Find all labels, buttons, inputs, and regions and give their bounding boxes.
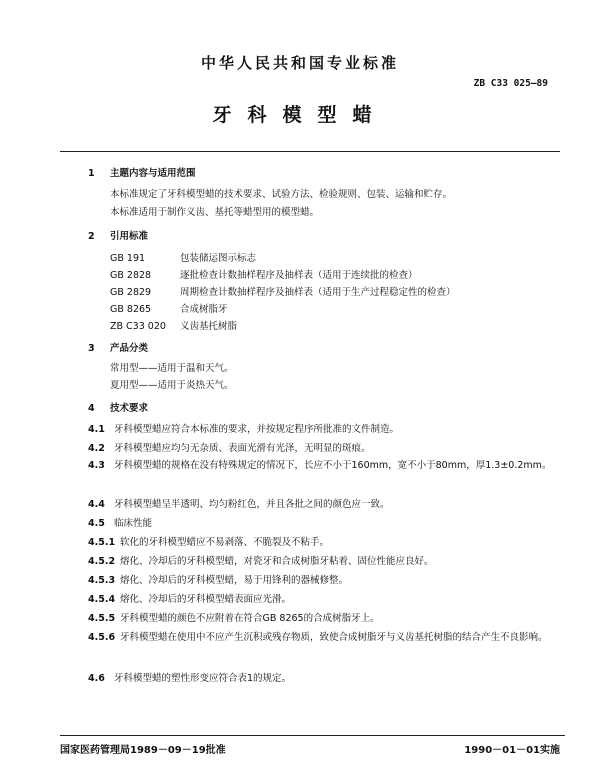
clause-4-4: 4.4 牙科模型蜡呈半透明、均匀粉红色，并且各批之间的颜色应一致。 xyxy=(88,499,390,510)
standard-code: ZB C33 025—89 xyxy=(473,78,548,89)
standard-category-title: 中华人民共和国专业标准 xyxy=(200,54,399,72)
clause-4-5-3: 4.5.3 熔化、冷却后的牙科模型蜡，易于用锋利的器械修整。 xyxy=(88,575,349,586)
clause-4-5-6: 4.5.6 牙科模型蜡在使用中不应产生沉积或残存物质，致使合成树脂牙与义齿基托树脂的结合产生不良影响。 xyxy=(88,632,548,643)
reference-item: GB 8265 合成树脂牙 xyxy=(110,304,228,315)
approval-date: 国家医药管理局1989－09－19批准 xyxy=(60,745,226,756)
clause-4-1: 4.1 牙科模型蜡应符合本标准的要求，并按规定程序所批准的文件制造。 xyxy=(88,424,400,435)
document-title: 牙科模型蜡 xyxy=(212,104,388,126)
clause-4-5-2: 4.5.2 熔化、冷却后的牙科模型蜡，对瓷牙和合成树脂牙粘着、固位性能应良好。 xyxy=(88,556,434,567)
section-3-paragraph-1: 常用型——适用于温和天气。 xyxy=(110,363,234,374)
clause-4-3: 4.3 牙科模型蜡的规格在没有特殊规定的情况下，长应不小于160mm，宽不小于80mm，厚1.3±0.2mm。 xyxy=(88,460,552,471)
clause-4-6: 4.6 牙科模型蜡的塑性形变应符合表1的规定。 xyxy=(88,673,292,684)
section-2-heading: 2 引用标准 xyxy=(88,231,149,242)
footer-divider xyxy=(60,735,565,736)
header-divider xyxy=(60,151,560,152)
clause-4-5-4: 4.5.4 熔化、冷却后的牙科模型蜡表面应光滑。 xyxy=(88,594,292,605)
implementation-date: 1990－01－01实施 xyxy=(464,745,560,756)
clause-4-2: 4.2 牙科模型蜡应均匀无杂质、表面光滑有光泽，无明显的斑痕。 xyxy=(88,443,371,454)
reference-item: ZB C33 020 义齿基托树脂 xyxy=(110,321,238,332)
section-1-paragraph-2: 本标准适用于制作义齿、基托等蜡型用的模型蜡。 xyxy=(110,207,320,218)
section-1-paragraph-1: 本标准规定了牙科模型蜡的技术要求、试验方法、检验规则、包装、运输和贮存。 xyxy=(110,189,453,200)
reference-item: GB 2829 周期检查计数抽样程序及抽样表（适用于生产过程稳定性的检查） xyxy=(110,287,456,298)
clause-4-5-5: 4.5.5 牙科模型蜡的颜色不应附着在符合GB 8265的合成树脂牙上。 xyxy=(88,613,380,624)
clause-4-5-1: 4.5.1 软化的牙科模型蜡应不易剥落、不脆裂及不粘手。 xyxy=(88,537,330,548)
reference-item: GB 2828 逐批检查计数抽样程序及抽样表（适用于连续批的检查） xyxy=(110,270,418,281)
section-4-heading: 4 技术要求 xyxy=(88,403,149,414)
section-1-heading: 1 主题内容与适用范围 xyxy=(88,168,196,179)
section-3-heading: 3 产品分类 xyxy=(88,343,149,354)
section-3-paragraph-2: 夏用型——适用于炎热天气。 xyxy=(110,380,234,391)
reference-item: GB 191 包装储运图示标志 xyxy=(110,253,257,264)
clause-4-5: 4.5 临床性能 xyxy=(88,518,153,529)
